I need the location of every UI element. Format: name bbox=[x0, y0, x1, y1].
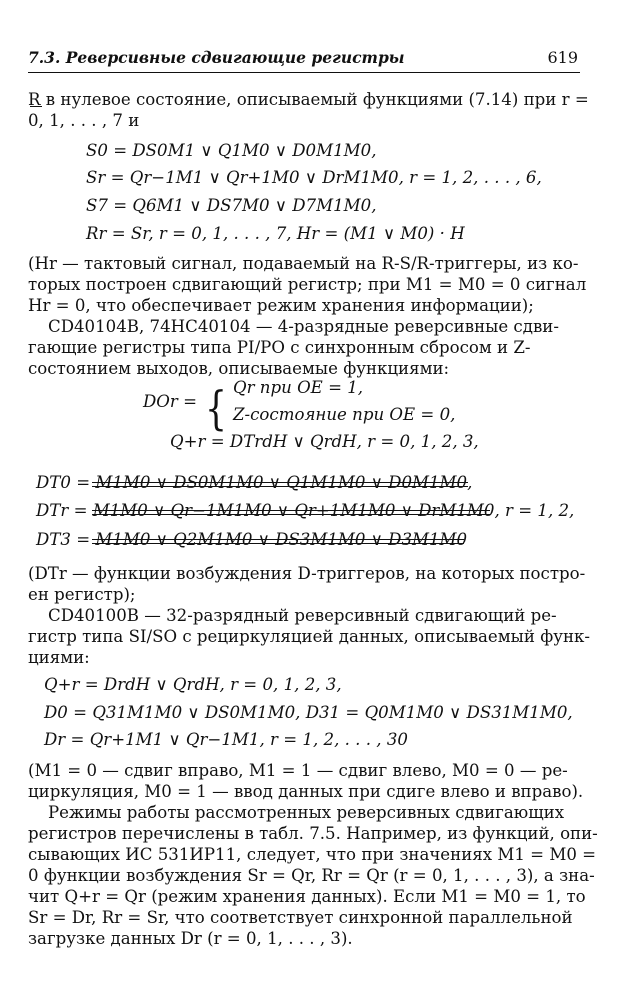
text-line: CD40104B, 74HC40104 — 4-разрядные реверсивные сдви- bbox=[48, 317, 559, 336]
text-line: ен регистр); bbox=[28, 585, 136, 604]
text-line: гающие регистры типа PI/PO с синхронным сбросом и Z- bbox=[28, 338, 531, 357]
text-line: 0 функции возбуждения Sr = Qr, Rr = Qr (r = 0, 1, . . . , 3), а зна- bbox=[28, 866, 595, 885]
overbar bbox=[92, 482, 468, 483]
formula-line: Q+r = DTrdH ∨ QrdH, r = 0, 1, 2, 3, bbox=[170, 432, 479, 451]
text-line: Sr = Dr, Rr = Sr, что соответствует синхронной параллельной bbox=[28, 908, 573, 927]
formula-line: S7 = Q6M1 ∨ DS7M0 ∨ D7M1M0, bbox=[86, 196, 377, 215]
formula-line: Q+r = DrdH ∨ QrdH, r = 0, 1, 2, 3, bbox=[44, 675, 342, 694]
formula-line: DT3 = M1M0 ∨ Q2M1M0 ∨ DS3M1M0 ∨ D3M1M0 bbox=[36, 530, 468, 549]
text-line: R в нулевое состояние, описываемый функциями (7.14) при r = bbox=[28, 90, 589, 109]
text-line: Режимы работы рассмотренных реверсивных сдвигающих bbox=[48, 803, 565, 822]
overbar bbox=[92, 510, 490, 511]
text-line: (M1 = 0 — сдвиг вправо, M1 = 1 — сдвиг влево, M0 = 0 — ре- bbox=[28, 761, 568, 780]
formula-line: DT0 = M1M0 ∨ DS0M1M0 ∨ Q1M1M0 ∨ D0M1M0, bbox=[36, 473, 473, 492]
running-header bbox=[28, 48, 580, 73]
overbar bbox=[92, 486, 468, 487]
overbar bbox=[92, 543, 464, 544]
text-line: сывающих ИС 531ИР11, следует, что при значениях M1 = M0 = bbox=[28, 845, 597, 864]
text-line: 0, 1, . . . , 7 и bbox=[28, 111, 140, 130]
formula-line: Qr при OE = 1, bbox=[233, 378, 364, 397]
overbar bbox=[92, 539, 464, 540]
formula-line: Sr = Qr−1M1 ∨ Qr+1M0 ∨ DrM1M0, r = 1, 2, . . . , 6, bbox=[86, 168, 542, 187]
formula-line: S0 = DS0M1 ∨ Q1M0 ∨ D0M1M0, bbox=[86, 141, 377, 160]
text-line: (Hr — тактовый сигнал, подаваемый на R-S/R-триггеры, из ко- bbox=[28, 254, 579, 273]
text-line: циями: bbox=[28, 648, 90, 667]
text-line: регистров перечислены в табл. 7.5. Например, из функций, опи- bbox=[28, 824, 598, 843]
page-number: 619 bbox=[547, 48, 578, 67]
text-line: гистр типа SI/SO с рециркуляцией данных, описываемый функ- bbox=[28, 627, 590, 646]
text-line: (DTr — функции возбуждения D-триггеров, на которых постро- bbox=[28, 564, 586, 583]
text-line: циркуляция, M0 = 1 — ввод данных при сдиге влево и вправо). bbox=[28, 782, 584, 801]
overbar bbox=[30, 106, 42, 107]
text-line: состоянием выходов, описываемые функциями: bbox=[28, 359, 450, 378]
text-line: торых построен сдвигающий регистр; при M1 = M0 = 0 сигнал bbox=[28, 275, 587, 294]
section-title: 7.3. Реверсивные сдвигающие регистры bbox=[28, 48, 405, 67]
formula-line: D0 = Q31M1M0 ∨ DS0M1M0, D31 = Q0M1M0 ∨ DS31M1M0, bbox=[44, 703, 573, 722]
brace-symbol: { bbox=[205, 381, 227, 435]
formula-line: DOr = bbox=[143, 392, 198, 411]
formula-line: Dr = Qr+1M1 ∨ Qr−1M1, r = 1, 2, . . . , 30 bbox=[44, 730, 408, 749]
text-line: чит Q+r = Qr (режим хранения данных). Если M1 = M0 = 1, то bbox=[28, 887, 586, 906]
formula-line: Rr = Sr, r = 0, 1, . . . , 7, Hr = (M1 ∨ M0) · H bbox=[86, 224, 465, 243]
formula-line: DTr = M1M0 ∨ Qr−1M1M0 ∨ Qr+1M1M0 ∨ DrM1M0, r = 1, 2, bbox=[36, 501, 575, 520]
formula-line: Z-состояние при OE = 0, bbox=[233, 405, 456, 424]
text-line: загрузке данных Dr (r = 0, 1, . . . , 3). bbox=[28, 929, 353, 948]
text-line: CD40100B — 32-разрядный реверсивный сдвигающий ре- bbox=[48, 606, 557, 625]
text-line: Hr = 0, что обеспечивает режим хранения информации); bbox=[28, 296, 534, 315]
overbar bbox=[92, 514, 490, 515]
